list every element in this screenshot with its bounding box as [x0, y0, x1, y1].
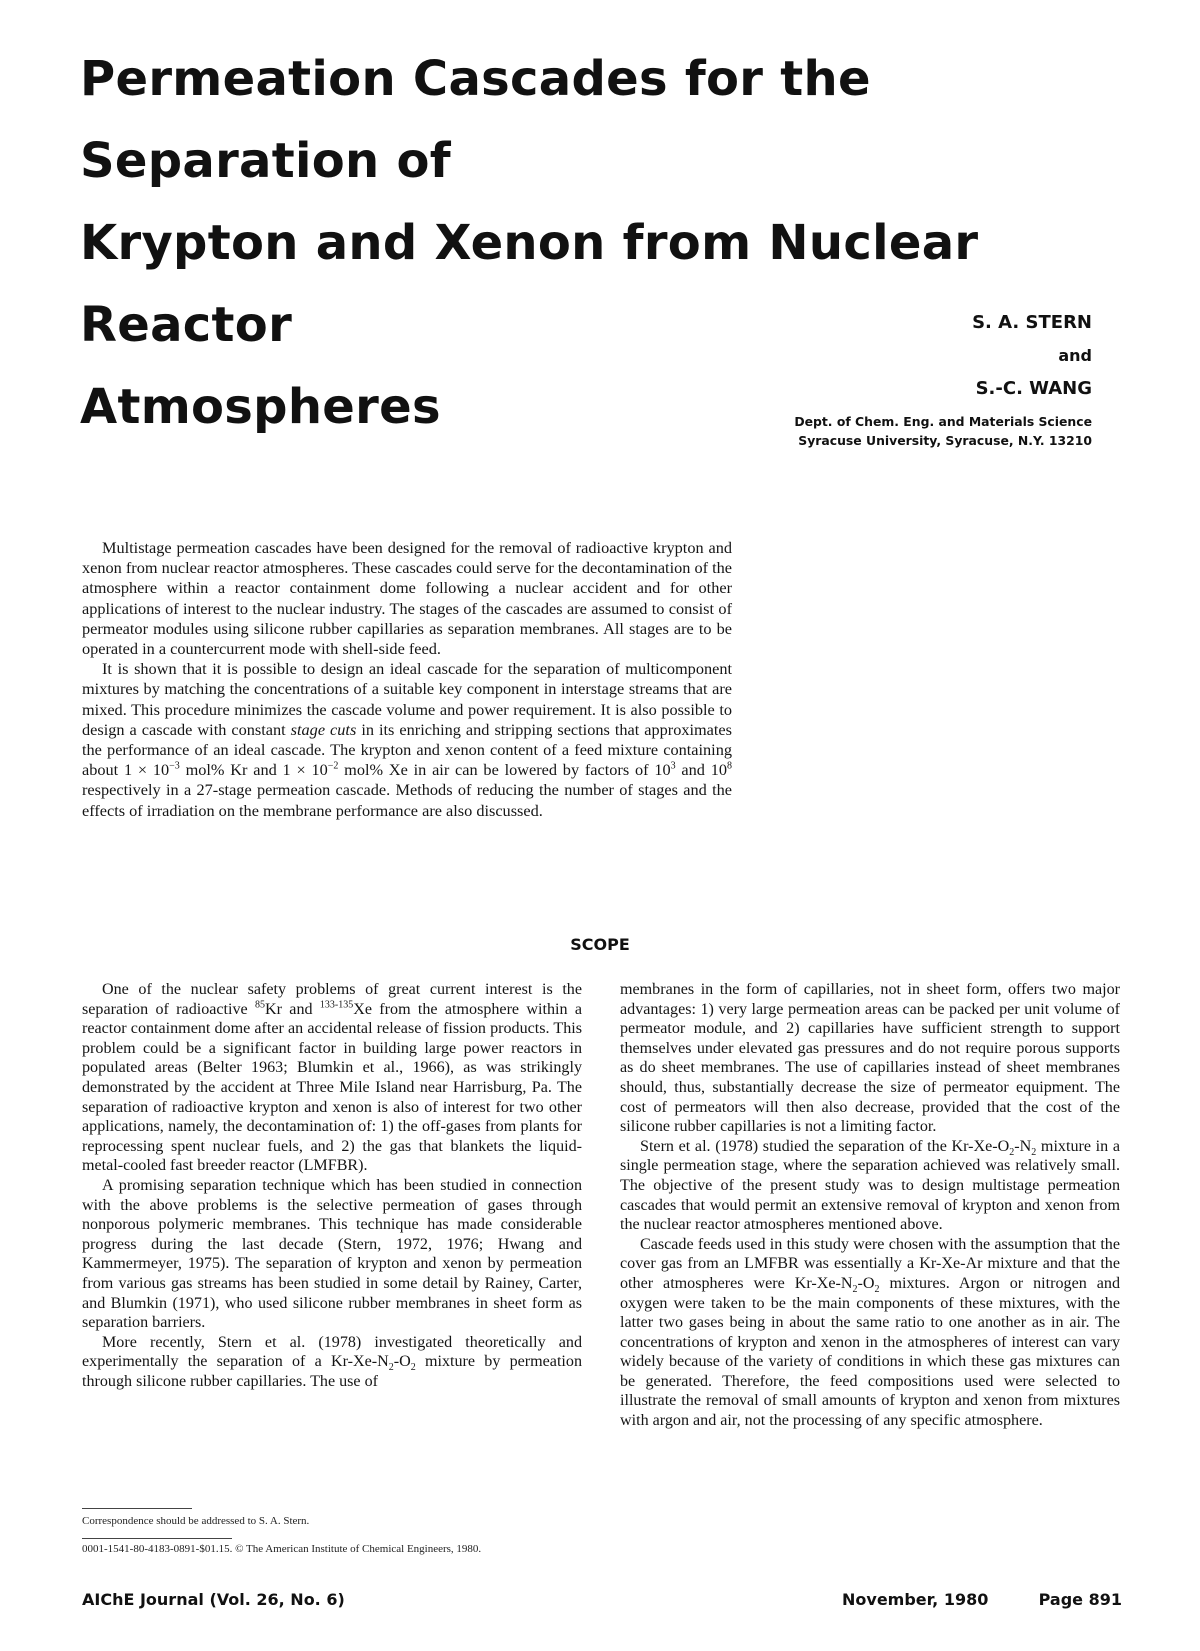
affiliation	[794, 412, 1092, 450]
author-name: S.-C. WANG	[975, 378, 1092, 399]
footnote-divider	[82, 1538, 232, 1539]
affiliation-line: Dept. of Chem. Eng. and Materials Science	[794, 414, 1092, 429]
title-line: Atmospheres	[80, 379, 441, 435]
section-heading-scope: SCOPE	[570, 935, 630, 954]
body-paragraph: More recently, Stern et al. (1978) investigated theoretically and experimentally the separation of a $Kr-Xe-N_2-O_2$ mixture by permeation through silicone rubber capillaries. The use of	[82, 1333, 582, 1390]
author-block	[972, 306, 1092, 406]
scope-column-right	[620, 980, 1120, 1431]
author-conjunction: and	[1058, 346, 1092, 365]
page-number: Page 891	[1038, 1590, 1122, 1609]
footnotes	[82, 1508, 582, 1556]
title-line: Krypton and Xenon from Nuclear Reactor	[80, 215, 979, 353]
issue-date: November, 1980	[842, 1590, 989, 1609]
abstract-paragraph: It is shown that it is possible to design an ideal cascade for the separation of multicomponent mixtures by matching the concentrations of a suitable key component in interstage streams that are mixed. This procedure minimizes the cascade volume and power requirement. It is also possible to design a cascade with constant stage cuts in its enriching and stripping sections that approximates the performance of an ideal cascade. The krypton and xenon content of a feed mixture containing about $1 \times 10^{-3}$ mol% Kr and $1 \times 10^{-2}$ mol% Xe in air can be lowered by factors of $10^3$ and $10^8$ respectively in a 27-stage permeation cascade. Methods of reducing the number of stages and the effects of irradiation on the membrane performance are also discussed.	[82, 659, 732, 820]
journal-citation: AIChE Journal (Vol. 26, No. 6)	[82, 1590, 345, 1609]
body-paragraph: A promising separation technique which has been studied in connection with the above problems is the selective permeation of gases through nonporous polymeric membranes. This technique has made considerable progress during the last decade (Stern, 1972, 1976; Hwang and Kammermeyer, 1975). The separation of krypton and xenon by permeation from various gas streams has been studied in some detail by Rainey, Carter, and Blumkin (1971), who used silicone rubber membranes in sheet form as separation barriers.	[82, 1176, 582, 1332]
footnote-divider	[82, 1508, 192, 1509]
body-paragraph: One of the nuclear safety problems of great current interest is the separation of radioactive $^{85}$Kr and $^{133-135}$Xe from the atmosphere within a reactor containment dome after an accidental release of fission products. This problem could be a significant factor in building large power reactors in populated areas (Belter 1963; Blumkin et al., 1966), as was strikingly demonstrated by the accident at Three Mile Island near Harrisburg, Pa. The separation of radioactive krypton and xenon is also of interest for two other applications, namely, the decontamination of: 1) the off-gases from plants for reprocessing spent nuclear fuels, and 2) the gas that blankets the liquid-metal-cooled fast breeder reactor (LMFBR).	[82, 981, 582, 1175]
abstract	[82, 538, 732, 821]
affiliation-line: Syracuse University, Syracuse, N.Y. 13210	[798, 433, 1092, 448]
abstract-paragraph: Multistage permeation cascades have been designed for the removal of radioactive krypton and xenon from nuclear reactor atmospheres. These cascades could serve for the decontamination of the atmosphere within a reactor containment dome following a nuclear accident and for other applications of interest to the nuclear industry. The stages of the cascades are assumed to consist of permeator modules using silicone rubber capillaries as separation membranes. All stages are to be operated in a countercurrent mode with shell-side feed.	[82, 538, 732, 659]
footnote-copyright: 0001-1541-80-4183-0891-$01.15. © The American Institute of Chemical Engineers, 1980.	[82, 1543, 482, 1555]
body-paragraph: Stern et al. (1978) studied the separation of the $Kr-Xe-O_2-N_2$ mixture in a single permeation stage, where the separation achieved was relatively small. The objective of the present study was to design multistage permeation cascades that would permit an extensive removal of krypton and xenon from the nuclear reactor atmospheres mentioned above.	[620, 1137, 1120, 1234]
scope-column-left	[82, 980, 582, 1391]
footnote-correspondence: Correspondence should be addressed to S. A. Stern.	[82, 1515, 310, 1527]
author-name: S. A. STERN	[972, 312, 1092, 333]
title-line: Permeation Cascades for the Separation of	[80, 51, 871, 189]
body-paragraph: Cascade feeds used in this study were chosen with the assumption that the cover gas from an LMFBR was essentially a Kr-Xe-Ar mixture and that the other atmospheres were $Kr-Xe-N_2-O_2$ mixtures. Argon or nitrogen and oxygen were taken to be the main components of these mixtures, with the latter two gases being in about the same ratio to one another as in air. The concentrations of krypton and xenon in the atmospheres of interest can vary widely because of the variety of conditions in which these gas mixtures can be generated. Therefore, the feed compositions used were selected to illustrate the removal of small amounts of krypton and xenon from mixtures with argon and air, not the processing of any specific atmosphere.	[620, 1235, 1120, 1430]
body-paragraph: membranes in the form of capillaries, not in sheet form, offers two major advantages: 1) very large permeation areas can be packed per unit volume of permeator module, and 2) capillaries have sufficient strength to support themselves under elevated gas pressures and do not require porous supports as do sheet membranes. The use of capillaries instead of sheet membranes should, thus, substantially decrease the size of permeator equipment. The cost of permeators will then also decrease, provided that the cost of the silicone rubber capillaries is not a limiting factor.	[620, 981, 1120, 1136]
